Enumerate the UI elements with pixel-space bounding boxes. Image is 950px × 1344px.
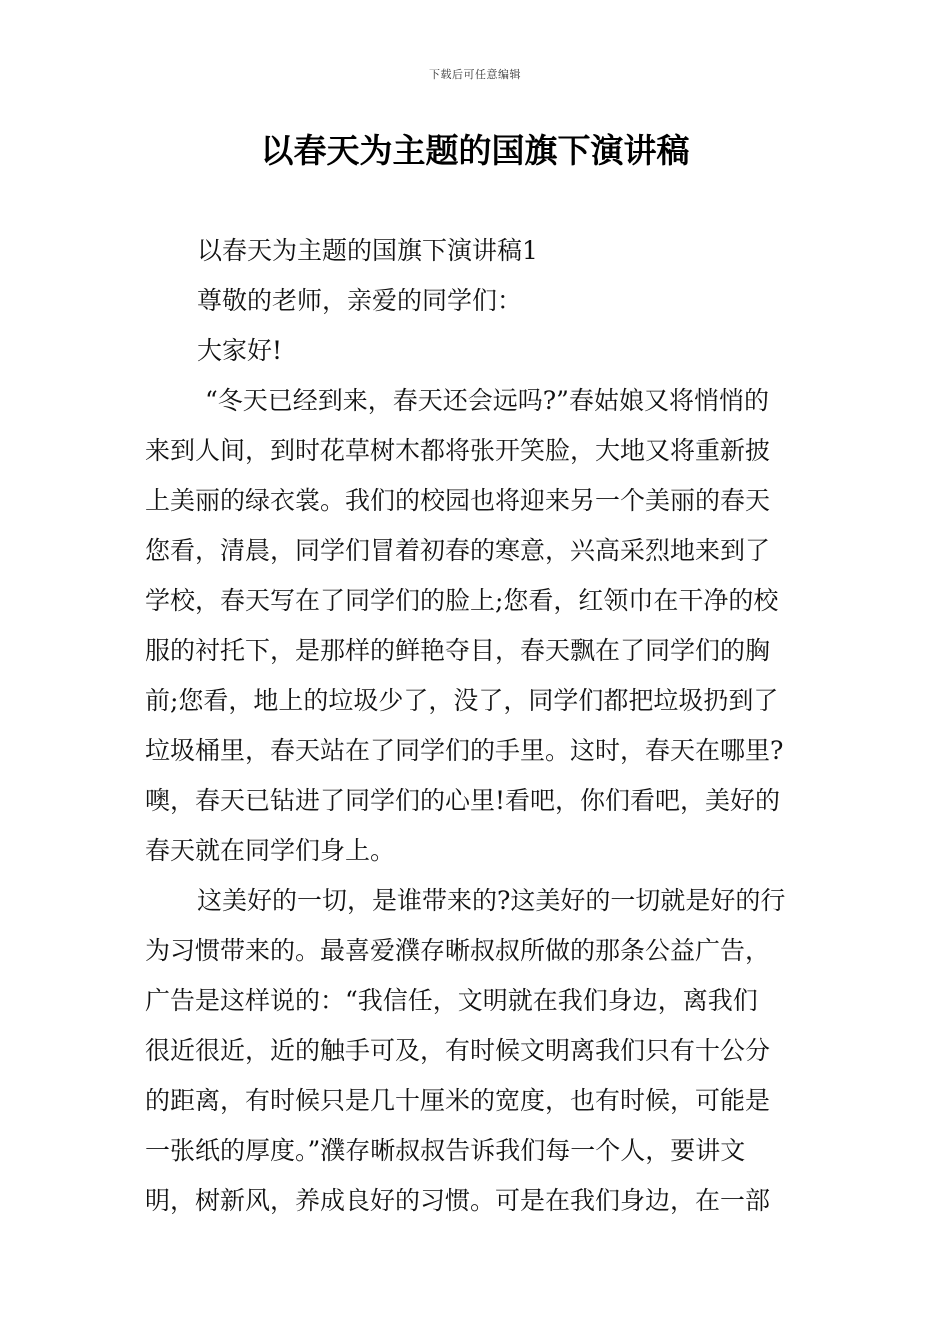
text-line: 上美丽的绿衣裳。我们的校园也将迎来另一个美丽的春天: [145, 486, 771, 515]
text-line: 一张纸的厚度。”濮存晰叔叔告诉我们每一个人，要讲文: [145, 1136, 746, 1165]
text-line: “冬天已经到来，春天还会远吗?”春姑娘又将悄悄的: [205, 386, 769, 415]
document-body: [145, 226, 807, 1226]
text-line: 大家好!: [197, 336, 283, 365]
text-line: 服的衬托下，是那样的鲜艳夺目，春天飘在了同学们的胸: [145, 636, 771, 665]
text-line: 很近很近，近的触手可及，有时候文明离我们只有十公分: [145, 1036, 771, 1065]
text-line: 垃圾桶里，春天站在了同学们的手里。这时，春天在哪里?: [145, 736, 784, 765]
text-line: 为习惯带来的。最喜爱濮存晰叔叔所做的那条公益广告，: [145, 936, 771, 965]
text-line: 广告是这样说的：“我信任，文明就在我们身边，离我们: [145, 986, 758, 1015]
text-line: 学校，春天写在了同学们的脸上;您看，红领巾在干净的校: [145, 586, 779, 615]
text-line: 明，树新风，养成良好的习惯。可是在我们身边，在一部: [145, 1186, 771, 1215]
text-line: 春天就在同学们身上。: [145, 836, 396, 865]
text-line: 前;您看，地上的垃圾少了，没了，同学们都把垃圾扔到了: [145, 686, 779, 715]
header-note: 下载后可任意编辑: [429, 68, 521, 81]
text-line: 尊敬的老师，亲爱的同学们：: [197, 286, 523, 315]
text-line: 您看，清晨，同学们冒着初春的寒意，兴高采烈地来到了: [145, 536, 771, 565]
text-line: 噢，春天已钻进了同学们的心里!看吧，你们看吧，美好的: [145, 786, 781, 815]
text-line: 的距离，有时候只是几十厘米的宽度，也有时候，可能是: [145, 1086, 771, 1115]
document-title: 以春天为主题的国旗下演讲稿: [260, 131, 690, 170]
text-line: 以春天为主题的国旗下演讲稿1: [197, 236, 538, 265]
text-line: 来到人间，到时花草树木都将张开笑脸，大地又将重新披: [145, 436, 771, 465]
text-line: 这美好的一切，是谁带来的?这美好的一切就是好的行: [197, 886, 786, 915]
